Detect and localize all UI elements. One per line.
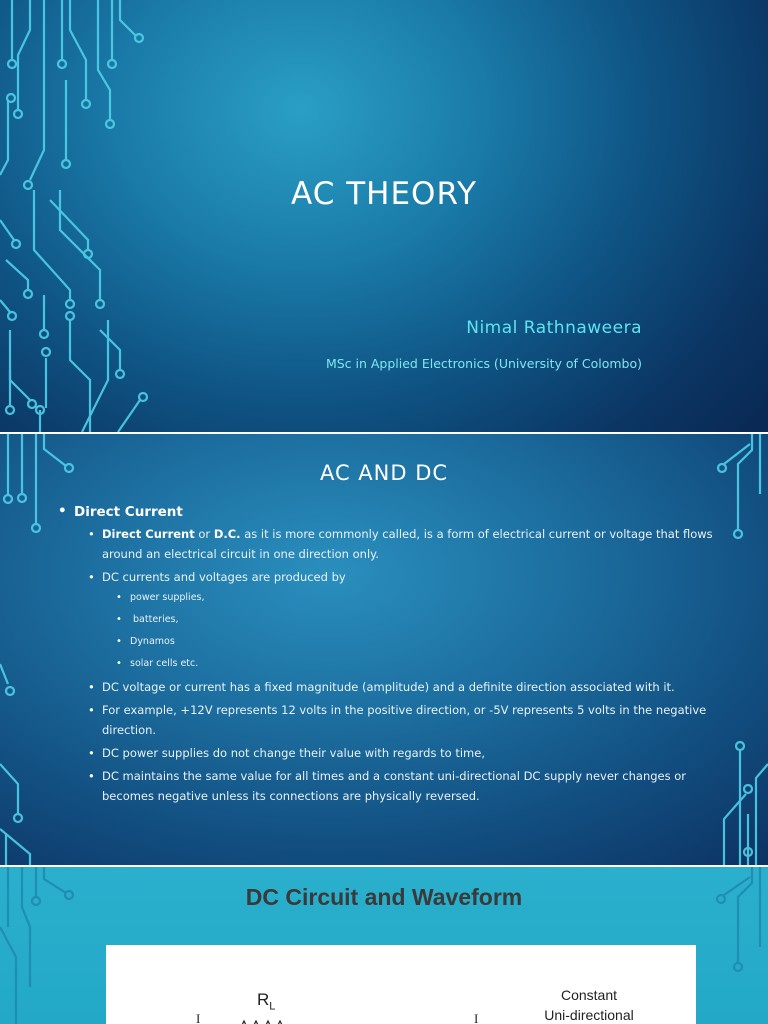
- bold-term: Direct Current: [102, 527, 195, 541]
- caption-line: Uni-directional: [544, 1007, 634, 1023]
- list-item: • solar cells etc.: [116, 655, 718, 672]
- caption-line: Constant: [560, 987, 618, 1003]
- current-label: I: [474, 1011, 479, 1024]
- list-item: • DC power supplies do not change their value with regards to time,: [88, 743, 718, 763]
- text-fragment: as it is more commonly called, is a form of electrical current or voltage that flows around an electrical circuit in one direction only.: [102, 527, 713, 561]
- list-item: • DC voltage or current has a fixed magnitude (amplitude) and a definite direction associated with it.: [88, 677, 718, 697]
- resistor-symbol: R: [257, 990, 270, 1009]
- list-item: • DC maintains the same value for all times and a constant uni-directional DC supply never changes or becomes negative unless its connections are physically reversed.: [88, 766, 718, 806]
- list-item: • Dynamos: [116, 633, 718, 650]
- title-slide: [0, 0, 768, 432]
- bold-term: D.C.: [213, 527, 241, 541]
- current-label: I: [196, 1011, 201, 1024]
- list-item: [88, 524, 718, 564]
- circuit-diagram-panel: [106, 945, 696, 1024]
- author-affiliation: MSc in Applied Electronics (University of Colombo): [325, 356, 642, 371]
- sub-sub-bullet-list: [102, 589, 718, 672]
- list-item: • For example, +12V represents 12 volts in the positive direction, or -5V represents 5 volts in the negative direction.: [88, 700, 718, 740]
- slide-title: AC THEORY: [291, 176, 477, 212]
- list-item: • power supplies,: [116, 589, 718, 606]
- text-fragment: or: [194, 527, 214, 541]
- list-item: [88, 567, 718, 672]
- list-item: • batteries,: [116, 611, 718, 628]
- bullet-heading: Direct Current: [74, 504, 183, 520]
- dc-waveform-slide: [0, 867, 768, 1024]
- resistor-symbol-graphic: [230, 1017, 300, 1024]
- resistor-subscript: L: [269, 1000, 276, 1013]
- list-item: [58, 504, 718, 806]
- bullet-list: [58, 504, 718, 809]
- resistor-label: [257, 990, 275, 1012]
- author-name: Nimal Rathnaweera: [466, 318, 642, 338]
- slide-title: DC Circuit and Waveform: [245, 884, 523, 910]
- sub-bullet-list: [74, 524, 718, 806]
- slide-title: AC AND DC: [319, 461, 449, 485]
- bullet-text: DC currents and voltages are produced by: [102, 570, 346, 584]
- waveform-caption: [534, 985, 644, 1024]
- ac-dc-slide: [0, 434, 768, 866]
